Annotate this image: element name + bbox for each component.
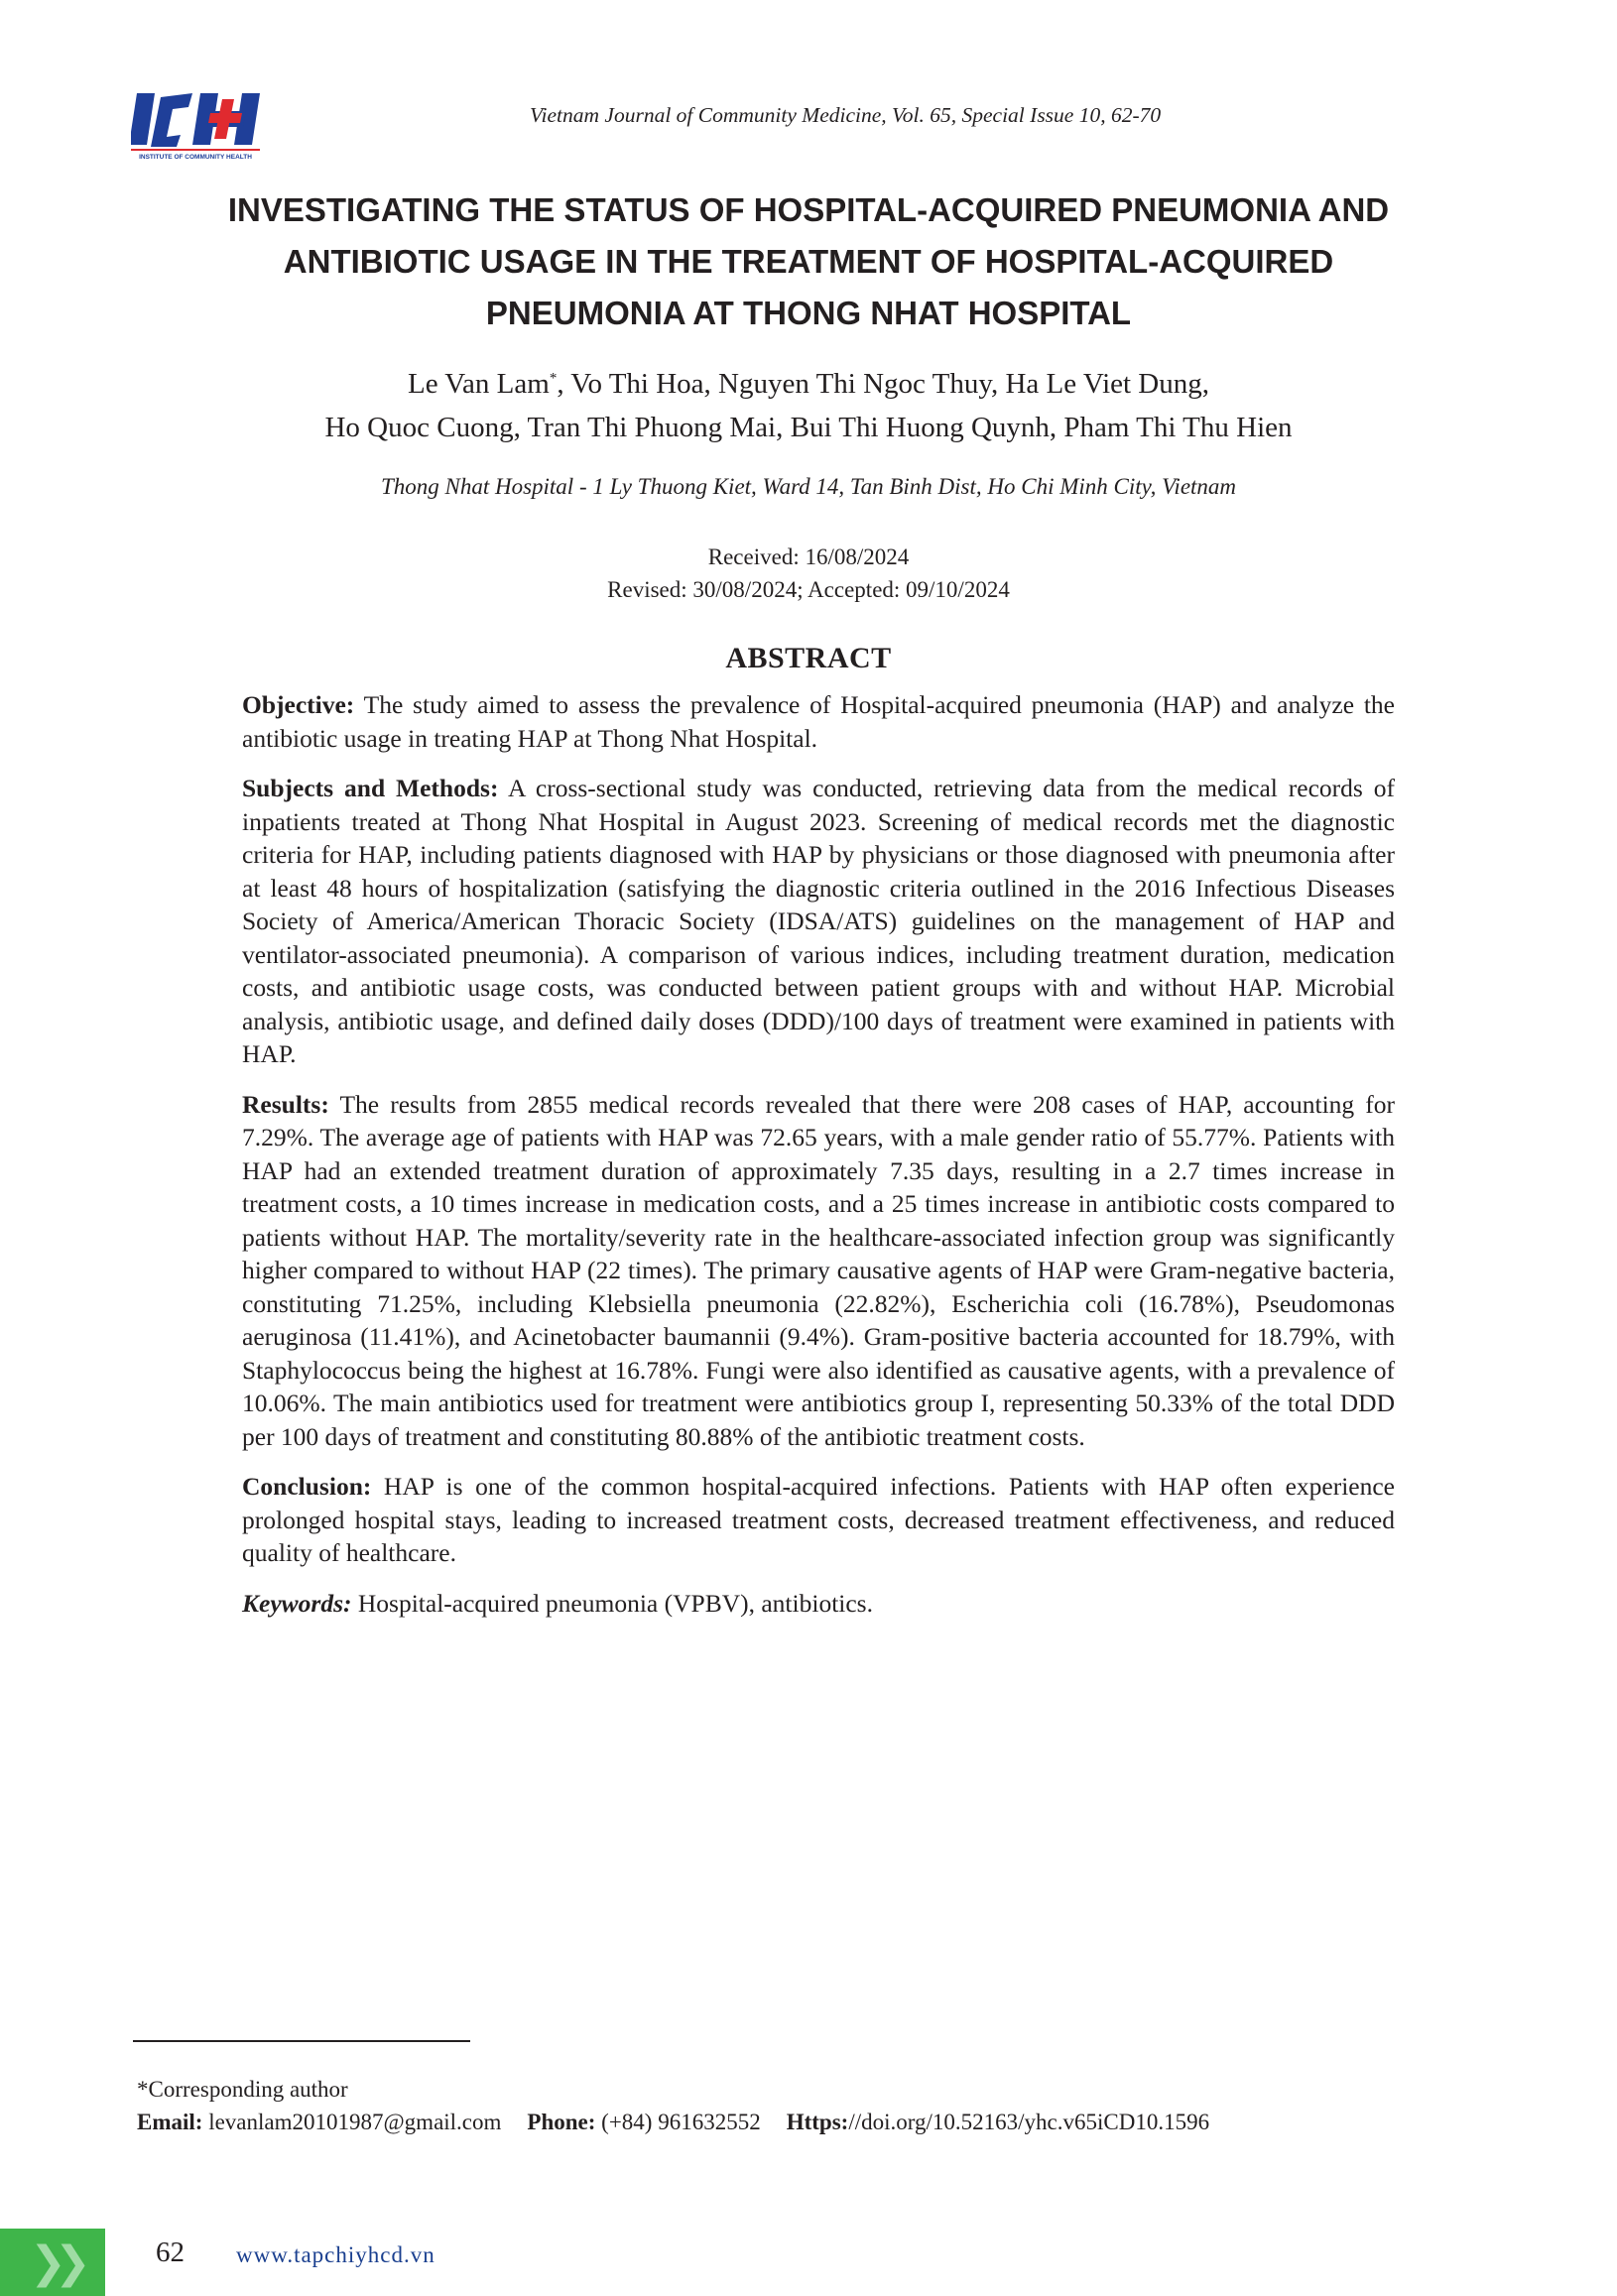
title-line: ANTIBIOTIC USAGE IN THE TREATMENT OF HOSPITAL-ACQUIRED [283, 243, 1334, 280]
keywords-label: Keywords: [242, 1588, 352, 1618]
email-label: Email: [137, 2110, 203, 2134]
doi-link[interactable]: //doi.org/10.52163/yhc.v65iCD10.1596 [848, 2110, 1210, 2134]
corresponding-author-name: Le Van Lam [408, 368, 550, 400]
keywords-text: Hospital-acquired pneumonia (VPBV), antibiotics. [351, 1588, 873, 1618]
received-date: Received: 16/08/2024 [707, 544, 910, 569]
conclusion-text: HAP is one of the common hospital-acquired infections. Patients with HAP often experience prolonged hospital stays, leading to increased treatment costs, decreased treatment effectiveness, and reduced quality of healthcare. [242, 1472, 1395, 1567]
author-list [129, 362, 1488, 449]
author-line: Ho Quoc Cuong, Tran Thi Phuong Mai, Bui Thi Huong Quynh, Pham Thi Thu Hien [324, 412, 1293, 443]
methods-label: Subjects and Methods: [242, 774, 499, 802]
article-title [129, 184, 1488, 339]
methods-paragraph [242, 772, 1395, 1071]
contact-line [137, 2106, 1209, 2138]
revised-accepted-dates: Revised: 30/08/2024; Accepted: 09/10/2024 [607, 577, 1010, 602]
chevron-right-icon: ❯❯ [30, 2237, 79, 2288]
corresponding-mark: * [549, 370, 558, 387]
conclusion-label: Conclusion: [242, 1472, 372, 1501]
keywords-paragraph [242, 1587, 1395, 1621]
objective-label: Objective: [242, 690, 355, 719]
journal-website-link[interactable]: www.tapchiyhcd.vn [236, 2242, 435, 2267]
objective-paragraph [242, 688, 1395, 755]
page-number: 62 [156, 2236, 185, 2268]
affiliation: Thong Nhat Hospital - 1 Ly Thuong Kiet, Ward 14, Tan Binh Dist, Ho Chi Minh City, Vietnam [380, 474, 1237, 499]
phone-number: (+84) 961632552 [595, 2110, 761, 2134]
author-names: , Vo Thi Hoa, Nguyen Thi Ngoc Thuy, Ha Le Viet Dung, [557, 368, 1209, 400]
footnote [137, 2073, 1209, 2138]
author-line [129, 362, 1488, 406]
conclusion-paragraph [242, 1470, 1395, 1570]
journal-citation: Vietnam Journal of Community Medicine, Vol. 65, Special Issue 10, 62-70 [530, 103, 1162, 127]
email-link[interactable]: levanlam20101987@gmail.com [202, 2110, 502, 2134]
methods-text: A cross-sectional study was conducted, retrieving data from the medical records of inpatients treated at Thong Nhat Hospital in August 2023. Screening of medical records met the diagnostic criteria for HAP, including patients diagnosed with HAP by physicians or those diagnosed with pneumonia after at least 48 hours of hospitalization (satisfying the diagnostic criteria outlined in the 2016 Infectious Diseases Society of America/American Thoracic Society (IDSA/ATS) guidelines on the management of HAP and ventilator-associated pneumonia). A comparison of various indices, including treatment duration, medication costs, and antibiotic usage costs, was conducted between patient groups with and without HAP. Microbial analysis, antibiotic usage, and defined daily doses (DDD)/100 days of treatment were examined in patients with HAP. [242, 774, 1395, 1068]
institute-logo [131, 87, 265, 163]
phone-label: Phone: [527, 2110, 596, 2134]
article-dates [129, 541, 1488, 606]
results-label: Results: [242, 1089, 329, 1119]
doi-label: Https: [786, 2110, 849, 2134]
results-text: The results from 2855 medical records revealed that there were 208 cases of HAP, accounting for 7.29%. The average age of patients with HAP was 72.65 years, with a male gender ratio of 55.77%. Patients with HAP had an extended treatment duration of approximately 7.35 days, resulting in a 2.7 times increase in treatment costs, a 10 times increase in medication costs, and a 25 times increase in antibiotic costs compared to patients without HAP. The mortality/severity rate in the healthcare-associated infection group was significantly higher compared to without HAP (22 times). The primary causative agents of HAP were Gram-negative bacteria, constituting 71.25%, including Klebsiella pneumonia (22.82%), Escherichia coli (16.78%), Pseudomonas aeruginosa (11.41%), and Acinetobacter baumannii (9.4%). Gram-positive bacteria accounted for 18.79%, with Staphylococcus being the highest at 16.78%. Fungi were also identified as causative agents, with a prevalence of 10.06%. The main antibiotics used for treatment were antibiotics group I, representing 50.33% of the total DDD per 100 days of treatment and constituting 80.88% of the antibiotic treatment costs. [242, 1089, 1395, 1451]
results-paragraph [242, 1088, 1395, 1454]
footnote-divider [133, 2040, 470, 2042]
title-line: PNEUMONIA AT THONG NHAT HOSPITAL [485, 295, 1132, 331]
objective-text: The study aimed to assess the prevalence of Hospital-acquired pneumonia (HAP) and analyze the antibiotic usage in treating HAP at Thong Nhat Hospital. [242, 690, 1395, 753]
logo-caption: INSTITUTE OF COMMUNITY HEALTH [139, 154, 252, 161]
corresponding-note: *Corresponding author [137, 2077, 348, 2102]
abstract-heading: ABSTRACT [725, 642, 892, 674]
title-line: INVESTIGATING THE STATUS OF HOSPITAL-ACQUIRED PNEUMONIA AND [227, 191, 1390, 228]
abstract-body [242, 688, 1395, 1636]
